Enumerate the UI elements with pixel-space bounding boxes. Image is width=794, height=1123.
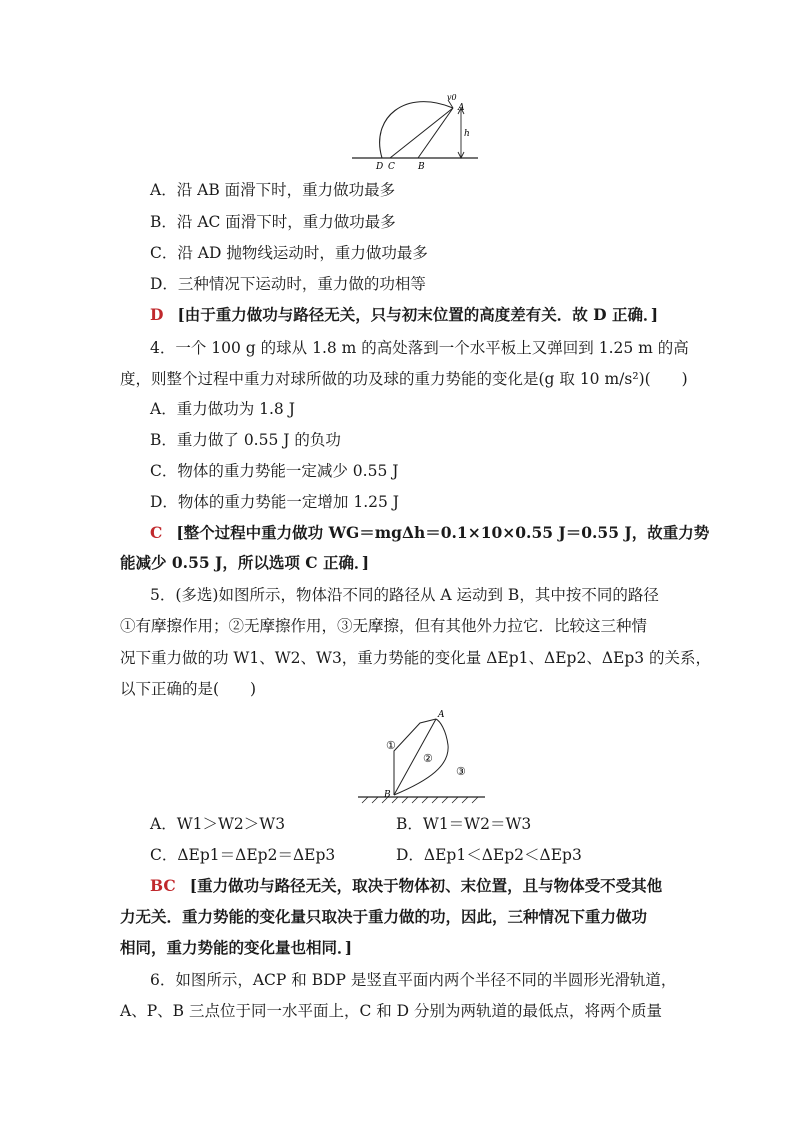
incline-ac [390, 108, 453, 158]
q4-answer-line [150, 523, 709, 543]
incline-ab [418, 108, 453, 158]
q5-stem-line3: 况下重力做的功 W1、W2、W3，重力势能的变化量 ΔEp1、ΔEp2、ΔEp3 的关系， [120, 649, 712, 667]
q5-option-d: D．ΔEp1＜ΔEp2＜ΔEp3 [396, 846, 582, 864]
q5-explanation-2: 力无关．重力势能的变化量只取决于重力做的功，因此，三种情况下重力做功 [120, 907, 648, 926]
label-B: B [384, 790, 391, 800]
label-v0: v0 [447, 93, 457, 102]
q3-option-b: B．沿 AC 面滑下时，重力做功最多 [150, 213, 396, 231]
parabola-path [380, 102, 453, 158]
q6-stem-line2: A、P、B 三点位于同一水平面上，C 和 D 分别为两轨道的最低点，将两个质量 [120, 1002, 663, 1020]
q5-option-b: B．W1＝W2＝W3 [396, 815, 532, 833]
label-C: C [388, 162, 395, 172]
q3-answer: D [150, 305, 164, 324]
q5-answer: BC [150, 876, 176, 895]
figure-paths [350, 705, 490, 805]
label-D: D [376, 162, 384, 172]
q4-explanation-2: 能减少 0.55 J，所以选项 C 正确．] [120, 553, 370, 572]
q4-option-c: C．物体的重力势能一定减少 0.55 J [150, 462, 399, 480]
q4-stem-line2: 度，则整个过程中重力对球所做的功及球的重力势能的变化是(g 取 10 m/s²)( ) [120, 370, 688, 388]
figure-inclines [350, 88, 480, 173]
q4-option-a: A．重力做功为 1.8 J [150, 400, 295, 418]
label-A: A [438, 710, 445, 720]
q5-stem-line2: ①有摩擦作用；②无摩擦作用，③无摩擦，但有其他外力拉它．比较这三种情 [120, 617, 648, 635]
q4-answer: C [150, 523, 163, 542]
q5-option-c: C．ΔEp1＝ΔEp2＝ΔEp3 [150, 846, 336, 864]
q5-option-a: A．W1＞W2＞W3 [150, 815, 286, 833]
label-path-2: ② [423, 752, 433, 765]
q4-option-d: D．物体的重力势能一定增加 1.25 J [150, 493, 400, 511]
q5-stem-line4: 以下正确的是( ) [120, 680, 257, 698]
q4-stem-line1: 4．一个 100 g 的球从 1.8 m 的高处落到一个水平板上又弹回到 1.25 m 的高 [150, 339, 689, 357]
label-path-3: ③ [456, 765, 466, 778]
label-h: h [464, 129, 470, 139]
path-3 [394, 719, 448, 795]
q3-answer-line [150, 305, 658, 325]
q5-stem-line1: 5．(多选)如图所示，物体沿不同的路径从 A 运动到 B，其中按不同的路径 [150, 586, 659, 604]
q3-option-a: A．沿 AB 面滑下时，重力做功最多 [150, 181, 396, 199]
label-B: B [418, 162, 425, 172]
q3-explanation: [由于重力做功与路径无关，只与初末位置的高度差有关．故 D 正确．] [177, 305, 659, 324]
ground-hatch [362, 797, 478, 803]
q6-stem-line1: 6．如图所示，ACP 和 BDP 是竖直平面内两个半径不同的半圆形光滑轨道， [150, 971, 677, 989]
label-A: A [458, 103, 465, 113]
q5-explanation-1: [重力做功与路径无关，取决于物体初、末位置，且与物体受不受其他 [189, 876, 663, 895]
q3-option-d: D．三种情况下运动时，重力做的功相等 [150, 275, 426, 293]
q5-explanation-3: 相同，重力势能的变化量也相同．] [120, 938, 353, 957]
q4-explanation-1: [整个过程中重力做功 WG＝mgΔh＝0.1×10×0.55 J＝0.55 J，故重力势 [176, 523, 710, 542]
q3-option-c: C．沿 AD 抛物线运动时，重力做功最多 [150, 244, 428, 262]
label-path-1: ① [386, 739, 396, 752]
q5-answer-line [150, 876, 662, 896]
q4-option-b: B．重力做了 0.55 J 的负功 [150, 431, 341, 449]
